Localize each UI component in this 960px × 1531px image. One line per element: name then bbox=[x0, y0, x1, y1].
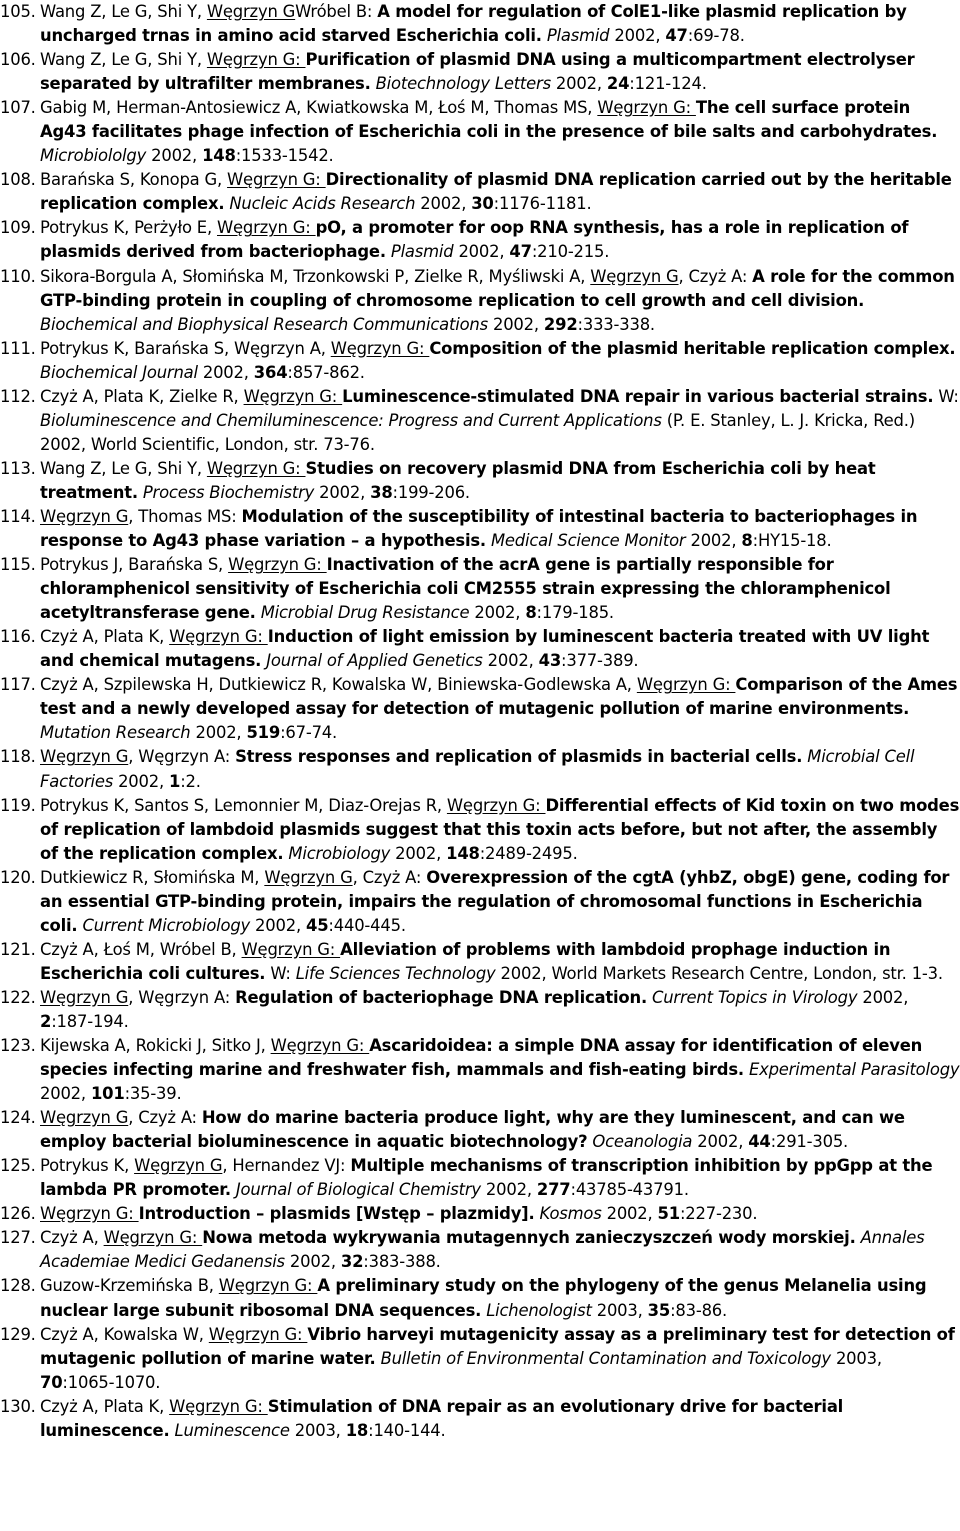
reference-text: Potrykus K, Perżyło E, bbox=[40, 218, 217, 238]
reference-text: :227-230. bbox=[679, 1204, 758, 1224]
reference-text: , Czyż A: bbox=[128, 1108, 202, 1128]
reference-item bbox=[0, 1395, 960, 1443]
article-title: Ascaridoidea: a simple DNA assay for identification of eleven species infecting marine and freshwater fish, mammals and fish-eating birds. bbox=[40, 1036, 923, 1080]
article-title: A role for the common GTP-binding protein in coupling of chromosome replication to cell growth and cell division. bbox=[40, 266, 955, 310]
reference-item bbox=[0, 337, 960, 385]
journal-name: Microbial Drug Resistance bbox=[260, 603, 470, 623]
article-title: Luminescence-stimulated DNA repair in various bacterial strains. bbox=[342, 386, 934, 406]
reference-item bbox=[0, 1154, 960, 1202]
reference-text: Czyż A, bbox=[40, 1228, 104, 1248]
reference-item bbox=[0, 794, 960, 866]
reference-number: 130. bbox=[0, 1396, 36, 1416]
volume-number: 8 bbox=[525, 603, 537, 623]
reference-text: 2002, bbox=[685, 531, 742, 551]
reference-text: W: bbox=[933, 386, 959, 406]
reference-text: 2002, bbox=[482, 651, 539, 671]
volume-number: 47 bbox=[509, 242, 532, 262]
author-link[interactable]: Węgrzyn G: bbox=[597, 98, 696, 118]
reference-item bbox=[0, 265, 960, 337]
journal-name: Journal of Applied Genetics bbox=[266, 651, 483, 671]
reference-number: 117. bbox=[0, 675, 36, 695]
reference-text: Kijewska A, Rokicki J, Sitko J, bbox=[40, 1036, 271, 1056]
article-title: Comparison of the Ames test and a newly developed assay for detection of mutagenic pollution of marine environments. bbox=[40, 675, 958, 719]
article-title: Stimulation of DNA repair as an evolutionary drive for bacterial luminescence. bbox=[40, 1396, 844, 1440]
reference-item bbox=[0, 1106, 960, 1154]
author-link[interactable]: Węgrzyn G: bbox=[243, 386, 343, 406]
reference-text: Wang Z, Le G, Shi Y, bbox=[40, 2, 207, 21]
volume-number: 101 bbox=[90, 1084, 125, 1104]
article-title: Regulation of bacteriophage DNA replication. bbox=[235, 987, 647, 1007]
reference-item bbox=[0, 1226, 960, 1274]
reference-text: :857-862. bbox=[287, 362, 365, 382]
volume-number: 277 bbox=[536, 1180, 571, 1200]
article-title: Introduction – plasmids [Wstęp – plazmidy]. bbox=[138, 1204, 535, 1224]
reference-item bbox=[0, 986, 960, 1034]
reference-text: 2002, bbox=[692, 1132, 749, 1152]
reference-number: 126. bbox=[0, 1204, 36, 1224]
author-link[interactable]: Węgrzyn G: bbox=[103, 1228, 203, 1248]
reference-text: 2002, bbox=[113, 771, 170, 791]
article-title: Stress responses and replication of plasmids in bacterial cells. bbox=[235, 747, 803, 767]
article-title: Vibrio harveyi mutagenicity assay as a preliminary test for detection of mutagenic pollution of marine water. bbox=[40, 1324, 955, 1368]
reference-text: :377-389. bbox=[561, 651, 639, 671]
reference-number: 110. bbox=[0, 266, 36, 286]
volume-number: 18 bbox=[345, 1420, 369, 1440]
reference-number: 105. bbox=[0, 2, 36, 21]
journal-name: Biochemical Journal bbox=[40, 362, 198, 382]
reference-item bbox=[0, 505, 960, 553]
reference-text: Czyż A, Szpilewska H, Dutkiewicz R, Kowalska W, Biniewska-Godlewska A, bbox=[40, 675, 637, 695]
reference-text: 2002, bbox=[601, 1204, 658, 1224]
reference-text: :140-144. bbox=[368, 1420, 446, 1440]
author-link[interactable]: Węgrzyn G: bbox=[446, 795, 546, 815]
reference-number: 112. bbox=[0, 386, 36, 406]
reference-number: 125. bbox=[0, 1156, 36, 1176]
author-link[interactable]: Węgrzyn G: bbox=[228, 555, 327, 575]
reference-text: 2002, bbox=[453, 242, 510, 262]
reference-number: 114. bbox=[0, 506, 36, 526]
reference-text: Potrykus K, Santos S, Lemonnier M, Diaz-Orejas R, bbox=[40, 795, 447, 815]
reference-text: (P. E. Stanley, L. J. Kricka, Red.) 2002, World Scientific, London, str. 73-76. bbox=[40, 410, 915, 454]
reference-item bbox=[0, 1034, 960, 1106]
reference-text: :210-215. bbox=[531, 242, 610, 262]
reference-item bbox=[0, 1323, 960, 1395]
reference-text: 2002, bbox=[469, 603, 526, 623]
reference-text: Gabig M, Herman-Antosiewicz A, Kwiatkowska M, Łoś M, Thomas MS, bbox=[40, 98, 598, 118]
author-link[interactable]: Węgrzyn G bbox=[40, 506, 129, 526]
reference-text: :43785-43791. bbox=[570, 1180, 689, 1200]
reference-text: Potrykus K, Barańska S, Węgrzyn A, bbox=[40, 338, 331, 358]
author-link[interactable]: Węgrzyn G: bbox=[217, 218, 316, 238]
reference-number: 128. bbox=[0, 1276, 36, 1296]
reference-text: :1533-1542. bbox=[235, 146, 334, 166]
reference-number: 111. bbox=[0, 338, 36, 358]
volume-number: 70 bbox=[40, 1372, 63, 1392]
article-title: pO, a promoter for oop RNA synthesis, has a role in replication of plasmids derived from bacteriophage. bbox=[40, 218, 909, 262]
reference-item bbox=[0, 866, 960, 938]
article-title: Induction of light emission by luminescent bacteria treated with UV light and chemical mutagens. bbox=[40, 627, 930, 671]
journal-name: Microbial Cell Factories bbox=[40, 747, 915, 791]
volume-number: 51 bbox=[657, 1204, 680, 1224]
author-link[interactable]: Węgrzyn G bbox=[264, 867, 353, 887]
reference-text: , Czyż A: bbox=[678, 266, 753, 286]
journal-name: Mutation Research bbox=[40, 723, 191, 743]
reference-text: 2002, bbox=[146, 146, 203, 166]
author-link[interactable]: Węgrzyn G: bbox=[270, 1036, 370, 1056]
journal-name: Plasmid bbox=[390, 242, 454, 262]
author-link[interactable]: Węgrzyn G: bbox=[241, 939, 341, 959]
article-title: Modulation of the susceptibility of intestinal bacteria to bacteriophages in response to Ag43 phase variation – a hypothesis. bbox=[40, 506, 918, 551]
volume-number: 292 bbox=[543, 314, 578, 334]
reference-text: 2002, bbox=[190, 723, 247, 743]
reference-text: 2002, bbox=[284, 1252, 341, 1272]
author-link[interactable]: Węgrzyn G: bbox=[208, 1324, 308, 1344]
reference-text: :1065-1070. bbox=[62, 1372, 161, 1392]
author-link[interactable]: Węgrzyn G bbox=[40, 987, 129, 1007]
reference-number: 118. bbox=[0, 747, 36, 767]
reference-item bbox=[0, 385, 960, 457]
reference-text: :121-124. bbox=[629, 74, 707, 94]
reference-number: 116. bbox=[0, 627, 36, 647]
author-link[interactable]: Węgrzyn G bbox=[40, 747, 129, 767]
reference-text: Dutkiewicz R, Słomińska M, bbox=[40, 867, 265, 887]
journal-name: Bioluminescence and Chemiluminescence: Progress and Current Applications bbox=[40, 410, 662, 430]
reference-item bbox=[0, 96, 960, 168]
reference-text: 2003, bbox=[830, 1348, 882, 1368]
reference-text: Wróbel B: bbox=[295, 2, 378, 21]
reference-number: 113. bbox=[0, 458, 36, 478]
reference-number: 124. bbox=[0, 1108, 36, 1128]
volume-number: 8 bbox=[741, 531, 753, 551]
reference-text: Wang Z, Le G, Shi Y, bbox=[40, 458, 207, 478]
reference-item bbox=[0, 1202, 960, 1226]
reference-text: Guzow-Krzemińska B, bbox=[40, 1276, 219, 1296]
article-title: Purification of plasmid DNA using a multicompartment electrolyser separated by ultrafilter membranes. bbox=[40, 50, 915, 94]
author-link[interactable]: Węgrzyn G: bbox=[206, 458, 306, 478]
volume-number: 43 bbox=[538, 651, 562, 671]
reference-number: 121. bbox=[0, 939, 36, 959]
reference-text: 2002, bbox=[40, 1084, 91, 1104]
author-link[interactable]: Węgrzyn G: bbox=[227, 170, 326, 190]
article-title: Inactivation of the acrA gene is partially responsible for chloramphenicol sensitivity of Escherichia coli CM2555 strain expressing the chloramphenicol acetyltransferase gene. bbox=[40, 555, 891, 623]
reference-text: 2002, bbox=[609, 26, 666, 46]
volume-number: 35 bbox=[647, 1300, 671, 1320]
reference-text: , Hernandez VJ: bbox=[222, 1156, 351, 1176]
reference-text: :HY15-18. bbox=[752, 531, 832, 551]
reference-text: 2002, bbox=[415, 194, 472, 214]
journal-name: Annales Academiae Medici Gedanensis bbox=[40, 1228, 925, 1272]
reference-item bbox=[0, 0, 960, 48]
volume-number: 47 bbox=[665, 26, 688, 46]
author-link[interactable]: Węgrzyn G: bbox=[169, 627, 268, 647]
volume-number: 148 bbox=[202, 146, 236, 166]
journal-name: Lichenologist bbox=[486, 1300, 592, 1320]
reference-number: 122. bbox=[0, 987, 36, 1007]
reference-item bbox=[0, 625, 960, 673]
journal-name: Life Sciences Technology bbox=[295, 963, 496, 983]
reference-text: 2002, bbox=[314, 482, 371, 502]
article-title: Nowa metoda wykrywania mutagennych zanieczyszczeń wody morskiej. bbox=[202, 1228, 856, 1248]
author-link[interactable]: Węgrzyn G: bbox=[218, 1276, 318, 1296]
journal-name: Current Microbiology bbox=[82, 915, 251, 935]
volume-number: 44 bbox=[748, 1132, 771, 1152]
volume-number: 148 bbox=[446, 843, 480, 863]
volume-number: 1 bbox=[169, 771, 181, 791]
reference-number: 120. bbox=[0, 867, 36, 887]
reference-number: 115. bbox=[0, 555, 36, 575]
journal-name: Biochemical and Biophysical Research Communications bbox=[40, 314, 488, 334]
reference-text: Potrykus K, bbox=[40, 1156, 135, 1176]
article-title: Differential effects of Kid toxin on two modes of replication of lambdoid plasmids suggest that this toxin acts before, but not after, the assembly of the replication complex. bbox=[40, 795, 960, 863]
journal-name: Microbiology bbox=[288, 843, 391, 863]
reference-text: Czyż A, Plata K, Zielke R, bbox=[40, 386, 244, 406]
volume-number: 38 bbox=[370, 482, 393, 502]
author-link[interactable]: Węgrzyn G bbox=[134, 1156, 223, 1176]
reference-text: 2002, bbox=[250, 915, 306, 935]
reference-text: :2489-2495. bbox=[479, 843, 578, 863]
reference-text: Czyż A, Plata K, bbox=[40, 1396, 170, 1416]
reference-text: :187-194. bbox=[51, 1011, 129, 1031]
journal-name: Microbiololgy bbox=[40, 146, 147, 166]
reference-text: :333-338. bbox=[577, 314, 655, 334]
reference-item bbox=[0, 673, 960, 745]
article-title: Multiple mechanisms of transcription inhibition by ppGpp at the lambda PR promoter. bbox=[40, 1156, 933, 1200]
journal-name: Luminescence bbox=[174, 1420, 290, 1440]
reference-text: Czyż A, Łoś M, Wróbel B, bbox=[40, 939, 242, 959]
reference-text: Potrykus J, Barańska S, bbox=[40, 555, 229, 575]
journal-name: Bulletin of Environmental Contamination and Toxicology bbox=[380, 1348, 831, 1368]
reference-text: :35-39. bbox=[124, 1084, 182, 1104]
reference-text: :291-305. bbox=[770, 1132, 849, 1152]
reference-text: 2002, bbox=[857, 987, 909, 1007]
reference-text: 2003, bbox=[591, 1300, 648, 1320]
reference-text: 2002, bbox=[480, 1180, 537, 1200]
journal-name: Current Topics in Virology bbox=[652, 987, 858, 1007]
article-title: How do marine bacteria produce light, why are they luminescent, and can we employ bacterial bioluminescence in aquatic biotechnology? bbox=[40, 1108, 905, 1152]
reference-text: , Czyż A: bbox=[352, 867, 427, 887]
reference-item bbox=[0, 48, 960, 96]
reference-number: 123. bbox=[0, 1036, 36, 1056]
reference-number: 106. bbox=[0, 50, 36, 70]
volume-number: 364 bbox=[253, 362, 288, 382]
article-title: A model for regulation of ColE1-like plasmid replication by uncharged trnas in amino acid starved Escherichia coli. bbox=[40, 2, 907, 46]
reference-text: :83-86. bbox=[670, 1300, 728, 1320]
reference-text: , Węgrzyn A: bbox=[128, 747, 236, 767]
article-title: Directionality of plasmid DNA replication carried out by the heritable replication complex. bbox=[40, 170, 952, 214]
reference-item bbox=[0, 553, 960, 625]
reference-item bbox=[0, 745, 960, 793]
author-link[interactable]: Węgrzyn G bbox=[206, 2, 296, 21]
reference-number: 127. bbox=[0, 1228, 36, 1248]
reference-text: 2002, bbox=[487, 314, 544, 334]
author-link[interactable]: Węgrzyn G: bbox=[330, 338, 430, 358]
reference-text: :69-78. bbox=[687, 26, 745, 46]
reference-text: :440-445. bbox=[328, 915, 406, 935]
author-link[interactable]: Węgrzyn G: bbox=[169, 1396, 268, 1416]
reference-text: Barańska S, Konopa G, bbox=[40, 170, 228, 190]
reference-text: Czyż A, Plata K, bbox=[40, 627, 170, 647]
article-title: Composition of the plasmid heritable replication complex. bbox=[429, 338, 956, 358]
reference-text: :1176-1181. bbox=[493, 194, 592, 214]
reference-text: , Thomas MS: bbox=[128, 506, 242, 526]
article-title: Alleviation of problems with lambdoid prophage induction in Escherichia coli cultures. bbox=[40, 939, 891, 983]
reference-text: :199-206. bbox=[392, 482, 470, 502]
reference-text: Sikora-Borgula A, Słomińska M, Trzonkowski P, Zielke R, Myśliwski A, bbox=[40, 266, 591, 286]
reference-text: 2002, bbox=[550, 74, 607, 94]
reference-text: :179-185. bbox=[536, 603, 614, 623]
author-link[interactable]: Węgrzyn G: bbox=[206, 50, 306, 70]
author-link[interactable]: Węgrzyn G: bbox=[40, 1204, 139, 1224]
journal-name: Plasmid bbox=[546, 26, 610, 46]
journal-name: Medical Science Monitor bbox=[490, 531, 686, 551]
reference-text: 2002, bbox=[197, 362, 254, 382]
volume-number: 2 bbox=[40, 1011, 52, 1031]
author-link[interactable]: Węgrzyn G bbox=[40, 1108, 129, 1128]
reference-item bbox=[0, 457, 960, 505]
reference-text: Czyż A, Kowalska W, bbox=[40, 1324, 209, 1344]
volume-number: 24 bbox=[606, 74, 630, 94]
journal-name: Process Biochemistry bbox=[142, 482, 315, 502]
reference-item bbox=[0, 938, 960, 986]
reference-text: , Węgrzyn A: bbox=[128, 987, 236, 1007]
volume-number: 30 bbox=[471, 194, 494, 214]
journal-name: Biotechnology Letters bbox=[375, 74, 551, 94]
author-link[interactable]: Węgrzyn G: bbox=[636, 675, 736, 695]
author-link[interactable]: Węgrzyn G bbox=[590, 266, 679, 286]
journal-name: Experimental Parasitology bbox=[748, 1060, 960, 1080]
reference-number: 107. bbox=[0, 98, 36, 118]
article-title: Studies on recovery plasmid DNA from Escherichia coli by heat treatment. bbox=[40, 458, 876, 502]
article-title: Overexpression of the cgtA (yhbZ, obgE) gene, coding for an essential GTP-binding protein, impairs the regulation of chromosomal functions in Escherichia coli. bbox=[40, 867, 950, 935]
reference-text: 2003, bbox=[289, 1420, 346, 1440]
reference-text: Wang Z, Le G, Shi Y, bbox=[40, 50, 207, 70]
reference-text: W: bbox=[265, 963, 296, 983]
reference-text: :383-388. bbox=[363, 1252, 441, 1272]
reference-number: 119. bbox=[0, 795, 36, 815]
reference-number: 129. bbox=[0, 1324, 36, 1344]
volume-number: 519 bbox=[246, 723, 281, 743]
article-title: The cell surface protein Ag43 facilitates phage infection of Escherichia coli in the presence of bile salts and carbohydrates. bbox=[40, 98, 938, 142]
article-title: A preliminary study on the phylogeny of the genus Melanelia using nuclear large subunit ribosomal DNA sequences. bbox=[40, 1276, 927, 1320]
volume-number: 32 bbox=[340, 1252, 364, 1272]
reference-text: :2. bbox=[180, 771, 201, 791]
reference-item bbox=[0, 168, 960, 216]
journal-name: Nucleic Acids Research bbox=[229, 194, 416, 214]
reference-text: :67-74. bbox=[280, 723, 338, 743]
journal-name: Kosmos bbox=[539, 1204, 602, 1224]
reference-item bbox=[0, 216, 960, 264]
reference-item bbox=[0, 1274, 960, 1322]
journal-name: Oceanologia bbox=[592, 1132, 693, 1152]
journal-name: Journal of Biological Chemistry bbox=[235, 1180, 481, 1200]
reference-number: 109. bbox=[0, 218, 36, 238]
volume-number: 45 bbox=[306, 915, 329, 935]
reference-number: 108. bbox=[0, 170, 36, 190]
reference-text: 2002, bbox=[390, 843, 447, 863]
reference-text: 2002, World Markets Research Centre, London, str. 1-3. bbox=[495, 963, 943, 983]
